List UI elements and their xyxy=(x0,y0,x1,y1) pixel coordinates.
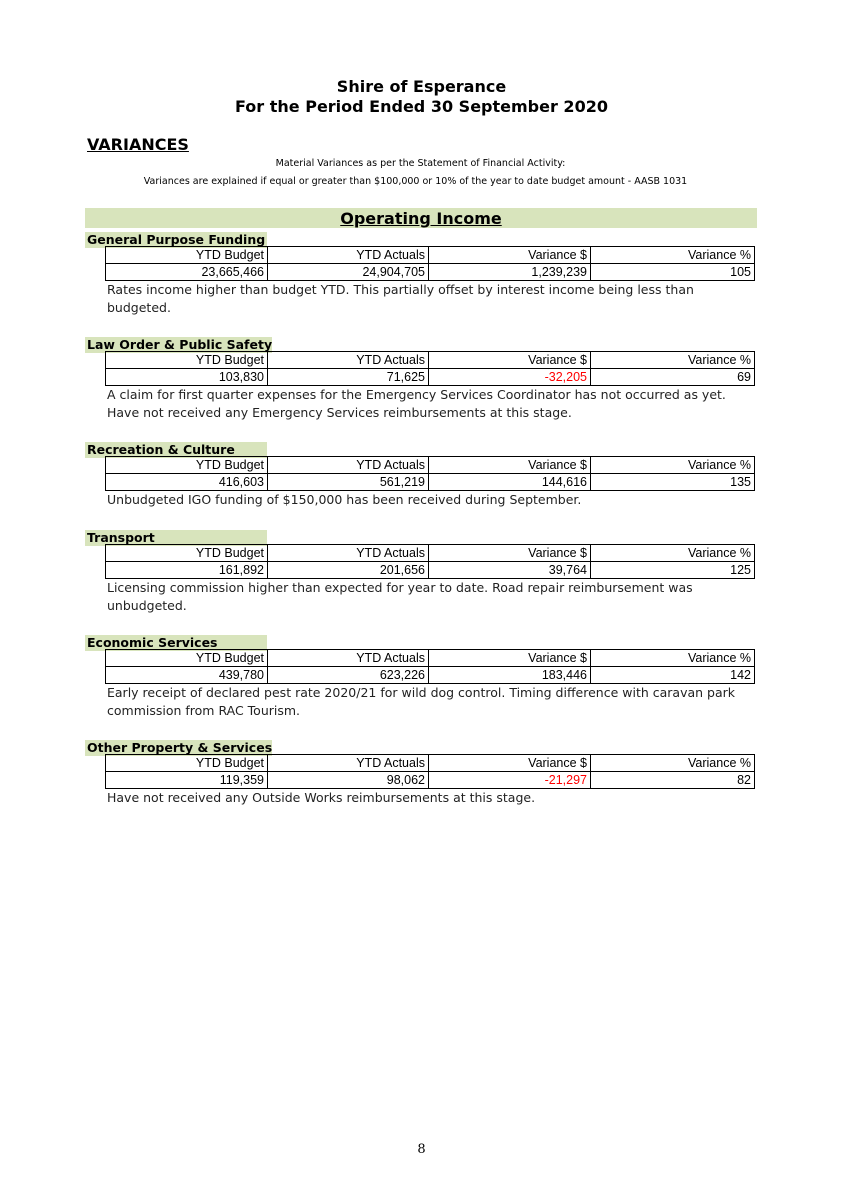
section-title: Operating Income xyxy=(340,209,502,228)
variance-amount-value: 144,616 xyxy=(429,474,591,491)
category-label: Economic Services xyxy=(85,635,267,651)
variance-amount-value: 183,446 xyxy=(429,667,591,684)
table-header-row xyxy=(106,247,755,264)
ytd-budget-value: 416,603 xyxy=(106,474,268,491)
category-block-general-purpose-funding xyxy=(85,229,765,315)
variance-amount-value: 39,764 xyxy=(429,562,591,579)
header-variance-pct: Variance % xyxy=(591,755,755,772)
category-block-recreation-culture xyxy=(85,439,765,507)
variance-amount-value: 1,239,239 xyxy=(429,264,591,281)
header-variance-amount: Variance $ xyxy=(429,247,591,264)
ytd-actuals-value: 98,062 xyxy=(268,772,429,789)
variance-pct-value: 69 xyxy=(591,369,755,386)
ytd-actuals-value: 24,904,705 xyxy=(268,264,429,281)
table-row xyxy=(106,772,755,789)
header-ytd-actuals: YTD Actuals xyxy=(268,457,429,474)
variance-table xyxy=(105,456,755,491)
header-variance-amount: Variance $ xyxy=(429,650,591,667)
ytd-budget-value: 161,892 xyxy=(106,562,268,579)
header-ytd-budget: YTD Budget xyxy=(106,352,268,369)
ytd-budget-value: 23,665,466 xyxy=(106,264,268,281)
category-block-economic-services xyxy=(85,632,765,718)
header-variance-amount: Variance $ xyxy=(429,545,591,562)
header-variance-amount: Variance $ xyxy=(429,457,591,474)
variance-table xyxy=(105,544,755,579)
ytd-budget-value: 439,780 xyxy=(106,667,268,684)
variance-amount-value: -32,205 xyxy=(429,369,591,386)
page-number: 8 xyxy=(417,1142,426,1157)
variance-explanation: A claim for first quarter expenses for the Emergency Services Coordinator has not occurred as yet. Have not received any Emergency Services reimbursements at this stage. xyxy=(107,387,726,420)
header-ytd-budget: YTD Budget xyxy=(106,755,268,772)
operating-income-banner xyxy=(85,208,757,228)
ytd-actuals-value: 561,219 xyxy=(268,474,429,491)
variance-pct-value: 125 xyxy=(591,562,755,579)
header-ytd-budget: YTD Budget xyxy=(106,650,268,667)
header-ytd-budget: YTD Budget xyxy=(106,457,268,474)
ytd-actuals-value: 623,226 xyxy=(268,667,429,684)
table-header-row xyxy=(106,545,755,562)
ytd-actuals-value: 201,656 xyxy=(268,562,429,579)
header-variance-amount: Variance $ xyxy=(429,755,591,772)
header-variance-pct: Variance % xyxy=(591,545,755,562)
category-block-other-property xyxy=(85,737,765,805)
table-row xyxy=(106,474,755,491)
header-variance-pct: Variance % xyxy=(591,247,755,264)
variance-table xyxy=(105,246,755,281)
variance-explanation: Licensing commission higher than expected for year to date. Road repair reimbursement was unbudgeted. xyxy=(107,580,693,613)
table-header-row xyxy=(106,457,755,474)
header-ytd-budget: YTD Budget xyxy=(106,545,268,562)
category-block-transport xyxy=(85,527,765,613)
variance-table xyxy=(105,754,755,789)
table-row xyxy=(106,562,755,579)
organisation-title: Shire of Esperance xyxy=(336,77,507,96)
variance-pct-value: 135 xyxy=(591,474,755,491)
ytd-budget-value: 119,359 xyxy=(106,772,268,789)
category-block-law-order xyxy=(85,334,765,420)
ytd-budget-value: 103,830 xyxy=(106,369,268,386)
variance-pct-value: 105 xyxy=(591,264,755,281)
header-ytd-budget: YTD Budget xyxy=(106,247,268,264)
header-variance-amount: Variance $ xyxy=(429,352,591,369)
category-label: Law Order & Public Safety xyxy=(87,337,273,352)
header-ytd-actuals: YTD Actuals xyxy=(268,545,429,562)
variance-pct-value: 82 xyxy=(591,772,755,789)
category-label: General Purpose Funding xyxy=(87,232,266,247)
variance-pct-value: 142 xyxy=(591,667,755,684)
variance-amount-value: -21,297 xyxy=(429,772,591,789)
table-header-row xyxy=(106,755,755,772)
period-title: For the Period Ended 30 September 2020 xyxy=(235,97,608,116)
table-row xyxy=(106,264,755,281)
header-variance-pct: Variance % xyxy=(591,457,755,474)
header-ytd-actuals: YTD Actuals xyxy=(268,650,429,667)
category-label: Other Property & Services xyxy=(87,740,273,755)
header-variance-pct: Variance % xyxy=(591,650,755,667)
variance-explanation: Have not received any Outside Works reimbursements at this stage. xyxy=(107,790,536,805)
variance-explanation: Unbudgeted IGO funding of $150,000 has been received during September. xyxy=(107,492,582,507)
variance-explanation: Early receipt of declared pest rate 2020/21 for wild dog control. Timing difference with caravan park commission from RAC Tourism. xyxy=(107,685,736,718)
category-label: Recreation & Culture xyxy=(85,442,267,458)
ytd-actuals-value: 71,625 xyxy=(268,369,429,386)
table-row xyxy=(106,667,755,684)
table-header-row xyxy=(106,352,755,369)
header-ytd-actuals: YTD Actuals xyxy=(268,352,429,369)
variance-explanation: Rates income higher than budget YTD. This partially offset by interest income being less than budgeted. xyxy=(107,282,694,315)
header-ytd-actuals: YTD Actuals xyxy=(268,755,429,772)
table-header-row xyxy=(106,650,755,667)
table-row xyxy=(106,369,755,386)
variance-table xyxy=(105,351,755,386)
header-ytd-actuals: YTD Actuals xyxy=(268,247,429,264)
variance-threshold-note: Variances are explained if equal or greater than $100,000 or 10% of the year to date budget amount - AASB 1031 xyxy=(143,176,688,187)
variance-table xyxy=(105,649,755,684)
header-variance-pct: Variance % xyxy=(591,352,755,369)
variance-note: Material Variances as per the Statement of Financial Activity: xyxy=(275,158,566,169)
category-label: Transport xyxy=(85,530,267,546)
variances-heading: VARIANCES xyxy=(87,135,189,154)
